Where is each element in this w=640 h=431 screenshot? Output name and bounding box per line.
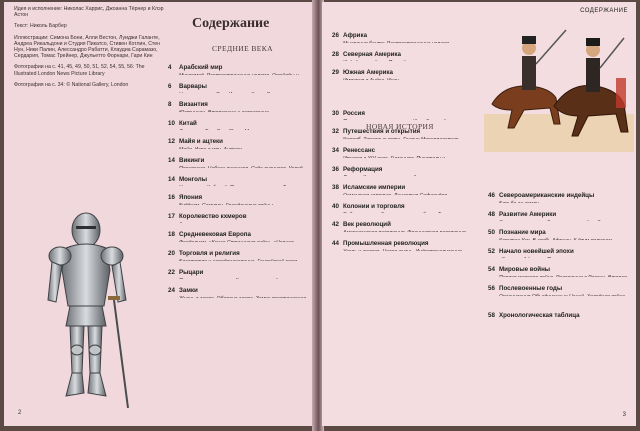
toc-entry	[488, 277, 634, 296]
toc-entry-title: Византия	[179, 101, 208, 109]
toc-entry	[168, 261, 308, 280]
toc-entry	[332, 176, 472, 195]
toc-entry-title: Майя и ацтеки	[179, 138, 223, 146]
toc-entry	[168, 205, 308, 224]
toc-entry-page: 12	[168, 138, 175, 146]
toc-entry-title: Североамериканские индейцы	[499, 192, 595, 199]
section-new-history: НОВАЯ ИСТОРИЯ	[366, 122, 434, 131]
toc-entry-title: Начало новейшей эпохи	[499, 247, 574, 255]
toc-entry-title: Южная Америка	[343, 69, 393, 77]
toc-entry-page: 46	[488, 192, 495, 199]
credits-idea: Идея и исполнение: Николас Харрис, Джоанна Тёрнер и Клэр Астон	[14, 6, 164, 19]
credits-illustrations: Иллюстрации: Симона Бони, Алли Вестон, Луиджи Галанте, Андреа Рикальдони и Студия Пикатсо, Стивен Котлин, Стен Нун, Ники Палин, Алессандро Рабатти, Клаудиа Сарамазо, Сердария, Томас Трейнер, Джульетто Форнари, Гари Кин	[14, 34, 161, 60]
toc-entry-page: 14	[168, 175, 175, 183]
toc-entry	[332, 158, 472, 177]
toc-entry-page: 42	[332, 221, 339, 229]
toc-entry-page: 28	[332, 50, 339, 58]
credits-photos-2: Фотография на с. 34: © National Gallery, London	[14, 81, 129, 88]
knight-armor-illustration	[40, 208, 132, 413]
toc-entry	[168, 75, 308, 94]
toc-entry-subtitle	[179, 297, 308, 298]
toc-entry	[332, 102, 472, 121]
toc-entry-title: Послевоенные годы	[499, 284, 563, 292]
toc-entry	[332, 24, 472, 43]
toc-entry-title: Реформация	[343, 165, 383, 173]
toc-entry-page: 29	[332, 69, 339, 77]
toc-entry-title: Исламские империи	[343, 184, 406, 192]
toc-entry	[332, 120, 472, 139]
credits-text: Текст: Николь Барбер	[14, 23, 67, 30]
toc-entry	[168, 149, 308, 168]
cossack-riders-illustration	[484, 24, 634, 152]
toc-entry-page: 40	[332, 202, 339, 210]
toc-entry	[168, 93, 308, 112]
toc-entry	[168, 56, 308, 75]
toc-entry-page: 6	[168, 82, 172, 90]
toc-title: Содержание	[192, 16, 270, 31]
toc-entry-page: 50	[488, 229, 495, 237]
toc-entry-title: Век революций	[343, 221, 391, 229]
section-medieval: СРЕДНИЕ ВЕКА	[212, 44, 273, 53]
toc-entry-title: Познание мира	[499, 229, 546, 237]
toc-entry	[168, 112, 308, 131]
toc-entry	[168, 279, 308, 298]
toc-entry	[332, 61, 472, 80]
toc-entry-page: 48	[488, 210, 495, 218]
page-number-right: 3	[622, 412, 626, 418]
toc-entry-page: 4	[168, 64, 172, 71]
toc-entry-page: 22	[168, 268, 175, 276]
toc-entry-page: 32	[332, 128, 339, 136]
toc-entry	[488, 184, 634, 203]
toc-entry-title: Путешествия и открытия	[343, 128, 421, 136]
toc-entry-page: 44	[332, 239, 339, 247]
toc-entry-page: 14	[168, 156, 175, 164]
toc-entry-title: Развитие Америки	[499, 210, 557, 218]
toc-entry-title: Россия	[343, 109, 365, 117]
toc-entry-page: 54	[488, 266, 495, 274]
toc-entry-page: 18	[168, 231, 175, 239]
toc-entry	[488, 203, 634, 222]
toc-entry-page: 26	[332, 32, 339, 39]
toc-entry-page: 24	[168, 287, 175, 295]
toc-entry-title: Ренессанс	[343, 146, 376, 154]
toc-entry-page: 34	[332, 146, 339, 154]
toc-entry-subtitle	[343, 250, 472, 251]
toc-entry-page: 20	[168, 249, 175, 257]
toc-entry-title: Рыцари	[179, 268, 204, 276]
toc-entry	[332, 232, 472, 251]
toc-column-2	[332, 24, 472, 251]
toc-entry-title: Северная Америка	[343, 50, 401, 58]
toc-entry-subtitle	[343, 79, 472, 80]
toc-entry	[168, 168, 308, 187]
toc-entry	[168, 223, 308, 242]
toc-entry-title: Варвары	[179, 82, 207, 90]
toc-entry-title: Колонии и торговля	[343, 202, 405, 210]
credits-block	[14, 6, 164, 93]
toc-entry	[488, 240, 634, 259]
toc-entry-title: Средневековая Европа	[179, 231, 251, 239]
toc-entry-title: Викинги	[179, 156, 205, 164]
toc-entry	[332, 139, 472, 158]
toc-column-1	[168, 56, 308, 298]
toc-entry-page: 36	[332, 165, 339, 173]
toc-entry-title: Торговля и религия	[179, 249, 240, 257]
toc-column-3	[488, 184, 634, 322]
toc-entry-subtitle	[499, 295, 634, 296]
toc-entry	[488, 258, 634, 277]
toc-entry-title: Китай	[179, 119, 197, 127]
toc-entry-title: Замки	[179, 287, 198, 295]
toc-entry-title: Королевство кхмеров	[179, 212, 247, 220]
toc-entry-page: 8	[168, 101, 172, 109]
toc-entry-title: Промышленная революция	[343, 239, 429, 247]
toc-entry-title: Хронологическая таблица	[499, 311, 580, 319]
toc-entry-title: Монголы	[179, 175, 208, 183]
toc-entry	[168, 130, 308, 149]
toc-entry-page: 38	[332, 184, 339, 192]
toc-entry	[488, 221, 634, 240]
credits-photos-1: Фотографии на с. 41, 45, 49, 50, 51, 52, 54, 55, 56: The Illustrated London News Picture Library	[14, 64, 145, 77]
toc-entry-page: 52	[488, 247, 495, 255]
toc-entry-page: 30	[332, 109, 339, 117]
toc-entry	[168, 186, 308, 205]
toc-entry	[332, 43, 472, 62]
toc-entry-title: Африка	[343, 32, 368, 39]
toc-entry-page: 16	[168, 194, 175, 202]
toc-entry	[488, 304, 634, 323]
toc-entry	[332, 195, 472, 214]
toc-entry-title: Арабский мир	[179, 64, 223, 71]
toc-entry	[168, 242, 308, 261]
running-header: СОДЕРЖАНИЕ	[580, 8, 628, 14]
toc-entry	[332, 213, 472, 232]
toc-entry-page: 58	[488, 311, 495, 319]
toc-entry-page: 10	[168, 119, 175, 127]
toc-entry-title: Мировые войны	[499, 266, 551, 274]
toc-entry-page: 17	[168, 212, 175, 220]
toc-entry-title: Япония	[179, 194, 203, 202]
page-number-left: 2	[18, 410, 22, 416]
toc-entry-page: 56	[488, 284, 495, 292]
